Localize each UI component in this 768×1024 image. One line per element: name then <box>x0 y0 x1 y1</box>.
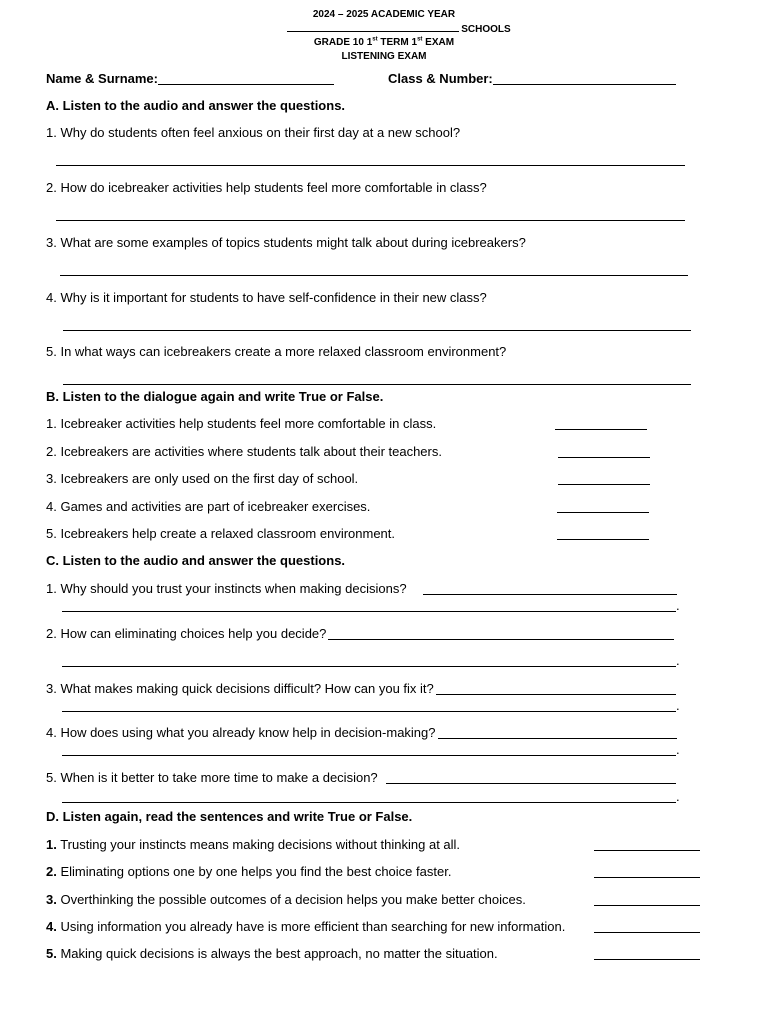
section-c-end-mark: . <box>676 653 680 668</box>
section-b-answer-blank[interactable] <box>557 539 649 540</box>
section-a-answer-line[interactable] <box>63 330 691 331</box>
section-d-answer-blank[interactable] <box>594 905 700 906</box>
section-c-end-mark: . <box>676 598 680 613</box>
section-c-question: 4. How does using what you already know help in decision-making? <box>46 725 436 740</box>
section-d-number: 2. <box>46 864 57 879</box>
section-d-text: Trusting your instincts means making decisions without thinking at all. <box>56 837 461 852</box>
section-c-answer-line[interactable] <box>62 802 676 803</box>
section-b-statement: 2. Icebreakers are activities where students talk about their teachers. <box>46 444 442 459</box>
section-d-number: 3. <box>46 892 57 907</box>
section-c-end-mark: . <box>676 698 680 713</box>
section-c-answer-line[interactable] <box>62 755 676 756</box>
section-a-question: 3. What are some examples of topics students might talk about during icebreakers? <box>46 235 526 250</box>
school-line <box>0 23 768 36</box>
section-a-title: A. Listen to the audio and answer the questions. <box>46 98 346 113</box>
name-field[interactable] <box>158 84 334 85</box>
section-d-answer-blank[interactable] <box>594 959 700 960</box>
section-d-text: Eliminating options one by one helps you find the best choice faster. <box>56 864 452 879</box>
section-d-text: Making quick decisions is always the best approach, no matter the situation. <box>56 946 498 961</box>
section-d-number: 1. <box>46 837 57 852</box>
section-b-answer-blank[interactable] <box>555 429 647 430</box>
exam-title <box>0 37 768 49</box>
section-d-number: 5. <box>46 946 57 961</box>
section-c-question: 1. Why should you trust your instincts when making decisions? <box>46 581 407 596</box>
section-b-statement: 3. Icebreakers are only used on the first day of school. <box>46 471 359 486</box>
section-c-end-mark: . <box>676 789 680 804</box>
section-b-answer-blank[interactable] <box>557 512 649 513</box>
section-a-answer-line[interactable] <box>60 275 688 276</box>
section-c-end-mark: . <box>676 742 680 757</box>
section-d-statement <box>46 837 460 853</box>
schools-label: SCHOOLS <box>461 24 511 35</box>
section-b-answer-blank[interactable] <box>558 484 650 485</box>
section-c-question: 5. When is it better to take more time to make a decision? <box>46 770 378 785</box>
section-c-answer-inline[interactable] <box>423 594 677 595</box>
section-d-statement <box>46 864 451 880</box>
section-c-answer-line[interactable] <box>62 711 676 712</box>
class-label: Class & Number: <box>388 71 493 86</box>
section-a-question: 4. Why is it important for students to have self-confidence in their new class? <box>46 290 487 305</box>
section-c-answer-inline[interactable] <box>438 738 677 739</box>
section-b-statement: 4. Games and activities are part of icebreaker exercises. <box>46 499 371 514</box>
section-b-title: B. Listen to the dialogue again and write True or False. <box>46 389 384 404</box>
section-d-statement <box>46 892 526 908</box>
section-d-answer-blank[interactable] <box>594 850 700 851</box>
section-c-question: 2. How can eliminating choices help you decide? <box>46 626 327 641</box>
section-d-title: D. Listen again, read the sentences and write True or False. <box>46 809 413 824</box>
section-a-question: 5. In what ways can icebreakers create a more relaxed classroom environment? <box>46 344 507 359</box>
section-b-statement: 1. Icebreaker activities help students feel more comfortable in class. <box>46 416 437 431</box>
section-d-text: Overthinking the possible outcomes of a decision helps you make better choices. <box>56 892 526 907</box>
section-d-statement <box>46 946 498 962</box>
section-b-statement: 5. Icebreakers help create a relaxed classroom environment. <box>46 526 396 541</box>
exam-title-grade: GRADE 10 1 <box>313 37 373 48</box>
section-c-title: C. Listen to the audio and answer the questions. <box>46 553 346 568</box>
exam-title-exam: EXAM <box>422 37 455 48</box>
academic-year: 2024 – 2025 ACADEMIC YEAR <box>312 9 456 20</box>
section-c-answer-inline[interactable] <box>328 639 674 640</box>
section-c-question: 3. What makes making quick decisions difficult? How can you fix it? <box>46 681 434 696</box>
exam-type: LISTENING EXAM <box>341 51 427 62</box>
section-d-answer-blank[interactable] <box>594 877 700 878</box>
section-c-answer-inline[interactable] <box>436 694 676 695</box>
section-d-number: 4. <box>46 919 57 934</box>
section-a-answer-line[interactable] <box>63 384 691 385</box>
section-c-answer-line[interactable] <box>62 666 676 667</box>
school-name-blank[interactable] <box>287 23 459 32</box>
exam-title-term: TERM 1 <box>377 37 418 48</box>
section-d-answer-blank[interactable] <box>594 932 700 933</box>
section-c-answer-line[interactable] <box>62 611 676 612</box>
section-a-answer-line[interactable] <box>56 165 685 166</box>
class-field[interactable] <box>493 84 676 85</box>
section-c-answer-inline[interactable] <box>386 783 676 784</box>
exam-title-sup1: st <box>372 36 378 43</box>
name-label: Name & Surname: <box>46 71 158 86</box>
section-a-question: 1. Why do students often feel anxious on their first day at a new school? <box>46 125 461 140</box>
exam-title-sup2: st <box>417 36 423 43</box>
section-d-text: Using information you already have is more efficient than searching for new information. <box>56 919 566 934</box>
section-b-answer-blank[interactable] <box>558 457 650 458</box>
section-a-question: 2. How do icebreaker activities help students feel more comfortable in class? <box>46 180 487 195</box>
section-a-answer-line[interactable] <box>56 220 685 221</box>
section-d-statement <box>46 919 565 935</box>
